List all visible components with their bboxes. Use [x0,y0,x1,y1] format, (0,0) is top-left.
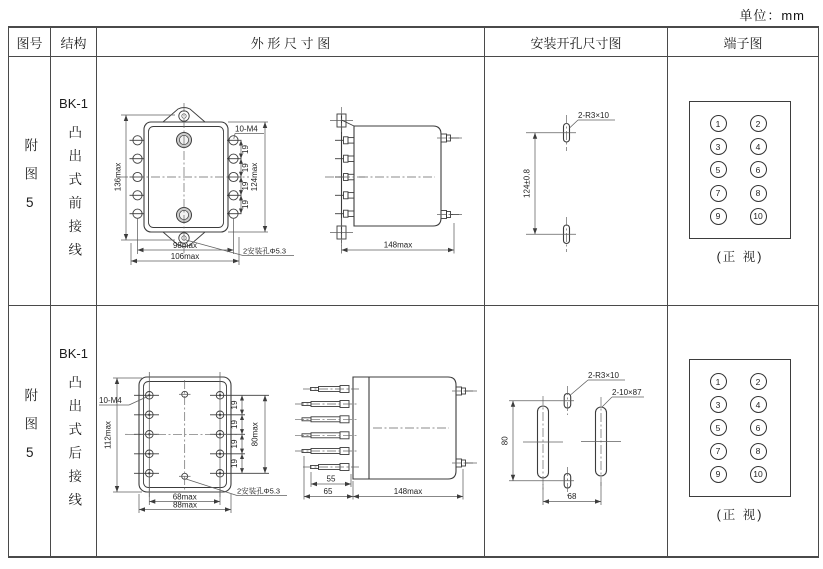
dim-pitch: 19 [230,400,239,410]
mounting-hole-drawing-front-wiring [485,57,668,306]
dim-overall-height: 112max [103,421,113,449]
row2-figure-cell [9,306,51,556]
dim-depth: 148max [393,487,423,496]
dim-thread: 10-M4 [235,124,258,134]
terminal-2: 2 [750,373,767,390]
row1-figure-cell [9,57,51,306]
dim-pitch: 19 [230,420,239,429]
dim-slot: 2-R3×10 [578,111,609,120]
outline-drawing-rear-wiring [97,306,485,556]
dim-pitch: 19 [241,200,250,209]
dim-width-terminals: 68max [172,492,197,502]
relay-front-view [125,372,269,497]
row2-mounting-cell [485,306,668,556]
terminal-10: 10 [750,208,767,225]
row1-outline-cell [97,57,485,306]
unit-label: 单位：mm [739,8,805,23]
terminal-diagram [689,359,791,497]
rear-terminal-studs [302,386,349,471]
terminal-6: 6 [750,161,767,178]
dim-hole-pitch-v: 80 [500,436,510,446]
terminal-6: 6 [750,419,767,436]
terminal-10: 10 [750,466,767,483]
terminal-9: 9 [710,208,727,225]
relay-front-view [119,103,249,253]
dim-slot-large: 2-10×87 [612,388,642,397]
model-name: BK-1 [59,346,88,361]
dim-hole-pitch-h: 68 [567,492,577,501]
dim-thread: 10-M4 [99,396,122,405]
terminal-caption: (正 视) [716,250,764,264]
terminal-7: 7 [710,443,727,460]
figure-number: 附图5 [22,387,38,475]
front-dimensions [99,378,287,513]
terminal-8: 8 [750,185,767,202]
header-structure: 结构 [51,28,97,57]
row2-terminal-cell [668,306,818,556]
terminal-5: 5 [710,419,727,436]
terminal-1: 1 [710,115,727,132]
dim-case-height: 124max [250,162,259,192]
outline-drawing-front-wiring [97,57,485,306]
row1-terminal-cell [668,57,818,306]
header-outline: 外 形 尺 寸 图 [97,28,485,57]
dim-pitch: 19 [230,459,239,468]
header-figure: 图号 [9,28,51,57]
dim-width-terminals: 98max [172,241,198,250]
terminal-3: 3 [710,396,727,413]
figure-number: 附图5 [22,137,38,225]
structure-type: 凸出式前接线 [66,125,82,266]
header-mounting: 安装开孔尺寸图 [485,28,668,57]
relay-side-view [295,377,477,500]
dim-width-overall: 106max [170,252,200,261]
terminal-7: 7 [710,185,727,202]
rear-studs [456,387,473,467]
terminal-diagram [689,101,791,239]
row2-outline-cell [97,306,485,556]
dim-pitch: 19 [241,145,250,154]
model-name: BK-1 [59,96,88,111]
rear-studs [441,134,459,219]
structure-type: 凸出式后接线 [66,375,82,516]
dim-overall-height: 136max [113,162,123,192]
header-terminal: 端子图 [668,28,818,57]
dim-hole-pitch: 124±0.8 [522,169,532,198]
terminal-3: 3 [710,138,727,155]
dim-mount-hole: 2安装孔Φ5.3 [237,486,281,496]
terminal-9: 9 [710,466,727,483]
terminal-4: 4 [750,396,767,413]
dim-depth: 148max [383,240,413,250]
dim-mount-hole: 2安装孔Φ5.3 [243,246,287,256]
row1-mounting-cell [485,57,668,306]
dim-pitch: 19 [241,163,250,173]
terminal-caption: (正 视) [716,508,764,522]
dim-pitch: 19 [230,439,239,449]
terminal-2: 2 [750,115,767,132]
terminal-1: 1 [710,373,727,390]
dim-front-depth: 65 [323,487,333,496]
dim-pitch: 19 [241,181,250,191]
dim-width-overall: 88max [172,500,198,510]
dim-stud-length: 55 [326,474,336,484]
relay-side-view [325,107,463,254]
row2-structure-cell [51,306,97,556]
dim-slot-small: 2-R3×10 [588,371,619,380]
dim-terminal-span: 80max [250,422,260,447]
terminal-8: 8 [750,443,767,460]
row1-structure-cell [51,57,97,306]
terminal-5: 5 [710,161,727,178]
terminal-4: 4 [750,138,767,155]
mounting-hole-drawing-rear-wiring [485,306,668,556]
spec-table [8,26,819,558]
